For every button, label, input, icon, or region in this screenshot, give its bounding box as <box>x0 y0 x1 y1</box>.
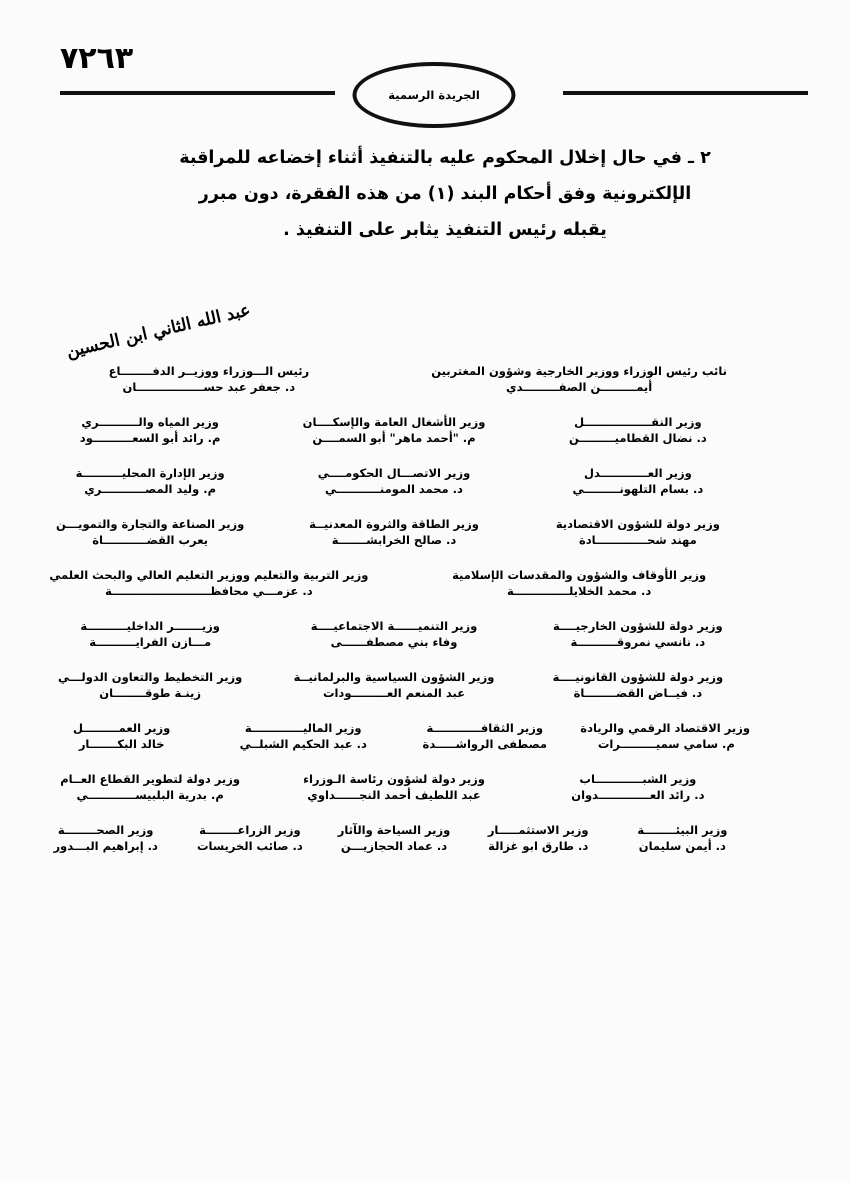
gazette-oval-badge <box>353 62 516 128</box>
minister-entry <box>401 721 568 752</box>
minister-entry <box>282 415 506 446</box>
cabinet-row <box>38 364 750 395</box>
minister-title: وزير الشؤون السياسية والبرلمانيــة <box>293 670 495 684</box>
header-rule <box>60 88 808 102</box>
cabinet-row <box>38 670 750 701</box>
minister-title: وزير السياحة والآثار <box>337 823 451 837</box>
clause-paragraph <box>135 140 755 248</box>
cabinet-row <box>38 721 750 752</box>
minister-title: وزير دولة لشؤون رئاسة الـوزراء <box>303 772 485 786</box>
minister-title: وزير الصحــــــــة <box>57 823 154 837</box>
minister-title: وزير التربية والتعليم ووزير التعليم العالي والبحث العلمي <box>49 568 369 582</box>
minister-entry <box>38 619 262 650</box>
minister-name: د. إبراهيم البـــدور <box>53 839 158 853</box>
minister-name: د. أيمن سليمان <box>638 839 726 853</box>
cabinet-row <box>38 415 750 446</box>
minister-entry <box>282 466 506 497</box>
minister-name: مصطفى الرواشـــــدة <box>422 737 548 751</box>
signature-text: عبد الله الثاني ابن الحسين <box>64 300 253 363</box>
minister-name: م. بدرية البلبيســــــــــــي <box>76 788 224 802</box>
minister-title: وزير الثقافــــــــــــة <box>426 721 544 735</box>
minister-title: وزير الاستثمـــــار <box>487 823 589 837</box>
minister-title: وزير الصناعة والتجارة والتمويـــن <box>56 517 245 531</box>
minister-entry <box>38 772 262 803</box>
minister-name: د. عزمـــي محافظـــــــــــــــــــــــــة <box>105 584 313 598</box>
minister-name: د. نضال القطاميـــــــــن <box>568 431 707 445</box>
minister-entry <box>408 568 750 599</box>
minister-title: نائب رئيس الوزراء ووزير الخارجية وشؤون المغتربين <box>431 364 727 378</box>
minister-name: د. عماد الحجازيـــن <box>340 839 448 853</box>
minister-title: وزير العمـــــــــل <box>72 721 171 735</box>
minister-title: وزير التنميــــــة الاجتماعيــــة <box>310 619 478 633</box>
cabinet-row <box>38 619 750 650</box>
minister-entry <box>471 823 606 854</box>
minister-title: وزير الاتصـــال الحكومــــي <box>317 466 471 480</box>
minister-name: عبد المنعم العـــــــــودات <box>322 686 466 700</box>
minister-name: زينـة طوقــــــــان <box>99 686 201 700</box>
minister-entry <box>615 823 750 854</box>
minister-title: وزير دولة للشؤون القانونيــــة <box>552 670 724 684</box>
minister-name: أيمـــــــــن الصفـــــــــدي <box>506 380 653 394</box>
minister-entry <box>526 415 750 446</box>
minister-name: يعرب القضـــــــــــاة <box>92 533 209 547</box>
minister-title: وزير الاقتصاد الرقمي والريادة <box>580 721 750 735</box>
page-number: ٧٢٦٣ <box>60 41 134 76</box>
minister-title: وزير دولة للشؤون الخارجيــــة <box>553 619 723 633</box>
minister-name: عبد اللطيف أحمد النجــــــداوي <box>307 788 481 802</box>
minister-entry <box>38 466 262 497</box>
page-header <box>60 41 808 114</box>
minister-title: وزير المياه والــــــــــري <box>81 415 219 429</box>
minister-name: د. محمد المومنـــــــــــي <box>325 482 463 496</box>
minister-name: د. صالح الخرابشـــــــة <box>331 533 457 547</box>
cabinet-row <box>38 823 750 854</box>
minister-entry <box>526 670 750 701</box>
minister-title: وزير الأشغال العامة والإسكــــان <box>302 415 486 429</box>
minister-entry <box>526 466 750 497</box>
cabinet-row <box>38 568 750 599</box>
minister-name: خالد البكـــــــار <box>78 737 165 751</box>
minister-entry <box>38 364 380 395</box>
minister-entry <box>282 517 506 548</box>
minister-entry <box>408 364 750 395</box>
clause-line-2: الإلكترونية وفق أحكام البند (١) من هذه الفقرة، دون مبرر <box>198 184 692 204</box>
minister-entry <box>38 721 205 752</box>
clause-line-1: ٢ ـ في حال إخلال المحكوم عليه بالتنفيذ أثناء إخضاعه للمراقبة <box>179 148 711 168</box>
minister-entry <box>282 619 506 650</box>
minister-title: وزير الماليـــــــــــــة <box>244 721 362 735</box>
minister-name: م. "أحمد ماهر" أبو السمــــن <box>312 431 476 445</box>
minister-title: وزير التخطيط والتعاون الدولـــي <box>57 670 243 684</box>
minister-entry <box>526 772 750 803</box>
minister-title: وزيـــــــر الداخليــــــــــة <box>80 619 220 633</box>
minister-name: د. رائد العـــــــــــــدوان <box>571 788 705 802</box>
minister-title: وزير الإدارة المحليــــــــــة <box>75 466 225 480</box>
minister-title: وزير الطاقة والثروة المعدنيــة <box>309 517 479 531</box>
cabinet-row <box>38 517 750 548</box>
minister-name: د. جعفر عبد حســـــــــــــــــان <box>122 380 296 394</box>
minister-name: د. بسام التلهونـــــــــي <box>572 482 704 496</box>
minister-title: وزير النقـــــــــــــــــل <box>574 415 702 429</box>
minister-name: د. صائب الخريسات <box>196 839 303 853</box>
royal-signature <box>50 300 253 363</box>
minister-entry <box>326 823 461 854</box>
minister-entry <box>38 568 380 599</box>
minister-name: د. فيــاض القضــــــــاة <box>573 686 703 700</box>
minister-title: وزير الأوقاف والشؤون والمقدسات الإسلامية <box>452 568 707 582</box>
minister-title: وزير البيئــــــــة <box>637 823 728 837</box>
minister-entry <box>526 517 750 548</box>
minister-entry <box>526 619 750 650</box>
cabinet-minister-list <box>38 364 750 874</box>
minister-title: وزير دولة لتطوير القطاع العــام <box>60 772 241 786</box>
minister-name: وفاء بني مصطفــــــى <box>330 635 458 649</box>
minister-title: رئيس الـــوزراء ووزيــر الدفــــــــاع <box>108 364 310 378</box>
minister-name: د. محمد الخلايلــــــــــــــة <box>506 584 652 598</box>
minister-title: وزير الشبــــــــــــاب <box>579 772 697 786</box>
minister-title: وزير العــــــــــــدل <box>583 466 692 480</box>
minister-entry <box>282 772 506 803</box>
header-rule-right-segment <box>563 91 808 95</box>
minister-entry <box>38 415 262 446</box>
minister-name: م. وليد المصـــــــــــري <box>84 482 217 496</box>
minister-entry <box>182 823 317 854</box>
minister-name: م. سامي سميـــــــــرات <box>597 737 735 751</box>
minister-name: مـــازن الفرايــــــــــة <box>89 635 212 649</box>
minister-name: د. عبد الحكيم الشبلــي <box>239 737 367 751</box>
minister-entry <box>282 670 506 701</box>
minister-title: وزير دولة للشؤون الاقتصادية <box>555 517 720 531</box>
minister-name: م. رائد أبو السعــــــــــود <box>79 431 221 445</box>
minister-entry <box>38 670 262 701</box>
header-rule-left-segment <box>60 91 335 95</box>
minister-entry <box>38 517 262 548</box>
minister-name: د. نانسي نمروقــــــــــة <box>570 635 706 649</box>
minister-title: وزير الزراعــــــــة <box>199 823 301 837</box>
cabinet-row <box>38 772 750 803</box>
minister-entry <box>38 823 173 854</box>
minister-entry <box>220 721 387 752</box>
cabinet-row <box>38 466 750 497</box>
minister-name: مهند شحـــــــــــــادة <box>578 533 697 547</box>
clause-line-3: يقبله رئيس التنفيذ يثابر على التنفيذ . <box>283 220 607 240</box>
gazette-label: الجريدة الرسمية <box>388 88 480 102</box>
minister-entry <box>580 721 750 752</box>
minister-name: د. طارق ابو غزالة <box>488 839 589 853</box>
